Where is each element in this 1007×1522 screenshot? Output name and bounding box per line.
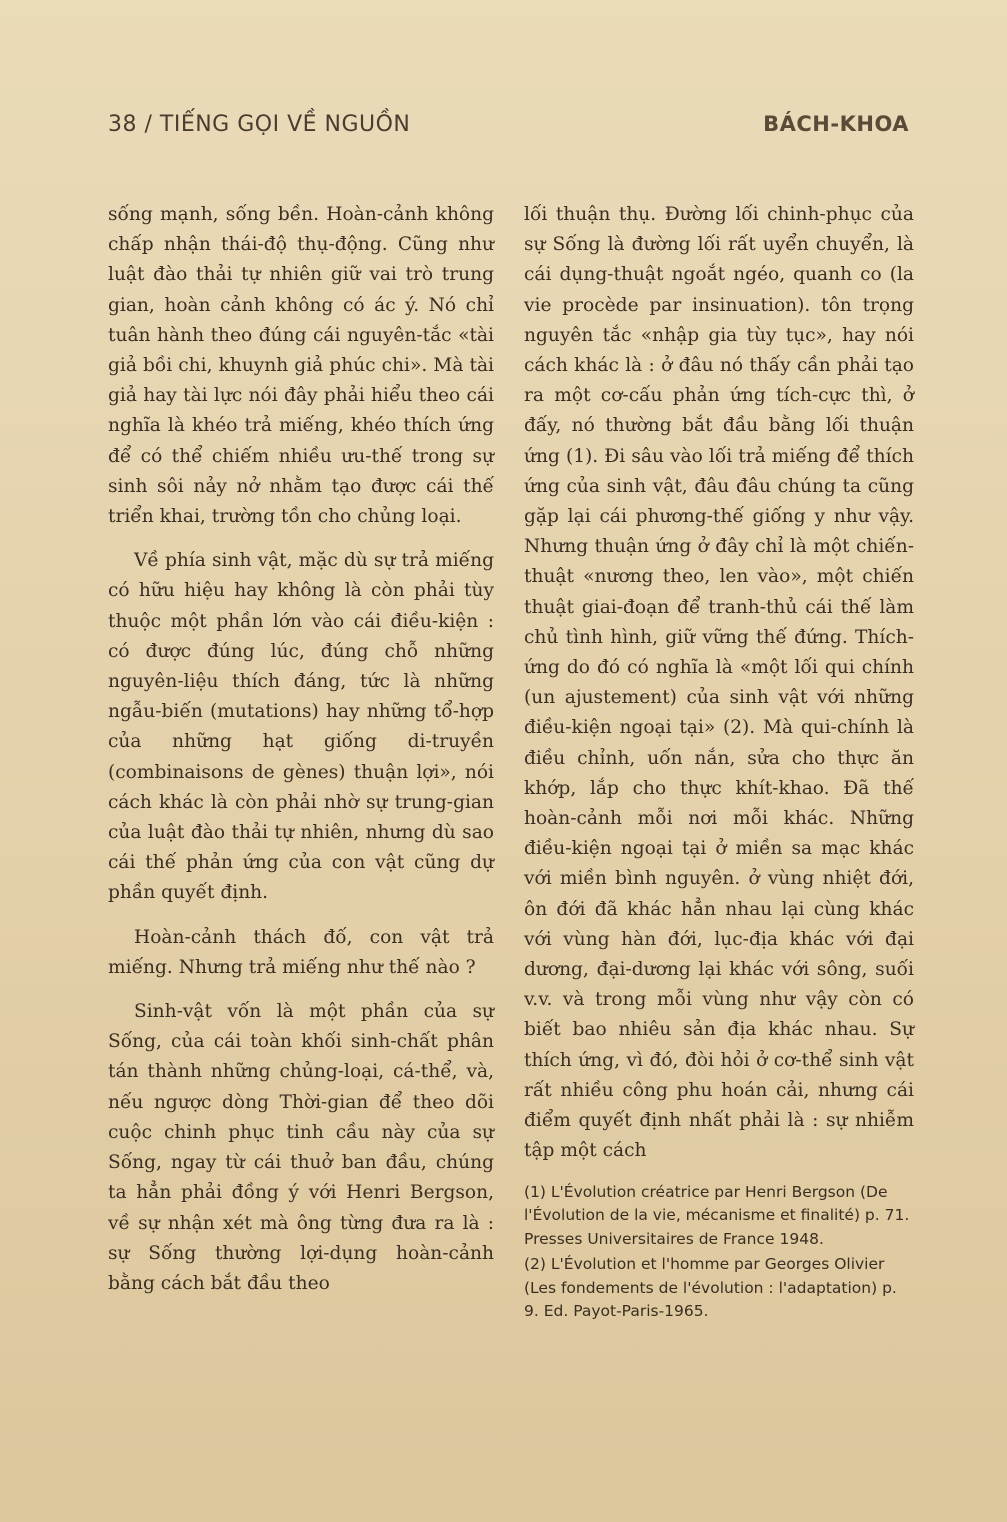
paragraph: sống mạnh, sống bền. Hoàn-cảnh không chấp nhận thái-độ thụ-động. Cũng như luật đào thải tự nhiên giữ vai trò trung gian, hoàn cảnh không có ác ý. Nó chỉ tuân hành theo đúng cái nguyên-tắc «tài giả bồi chi, khuynh giả phúc chi». Mà tài giả hay tài lực nói đây phải hiểu theo cái nghĩa là khéo trả miếng, khéo thích ứng để có thể chiếm nhiều ưu-thế trong sự sinh sôi nảy nở nhằm tạo được cái thế triển khai, trường tồn cho chủng loại. bbox=[108, 204, 494, 528]
page-header bbox=[108, 104, 909, 144]
magazine-name: BÁCH-KHOA bbox=[763, 112, 909, 136]
right-column bbox=[524, 200, 914, 1326]
footnote: (2) L'Évolution et l'homme par Georges Olivier (Les fondements de l'évolution : l'adaptation) p. 9. Ed. Payot-Paris-1965. bbox=[524, 1255, 897, 1320]
paragraph: Sinh-vật vốn là một phần của sự Sống, của cái toàn khối sinh-chất phân tán thành những chủng-loại, cá-thể, và, nếu ngược dòng Thời-gian để theo dõi cuộc chinh phục tinh cầu này của sự Sống, ngay từ cái thuở ban đầu, chúng ta hẳn phải đồng ý với Henri Bergson, về sự nhận xét mà ông từng đưa ra là : sự Sống thường lợi-dụng hoàn-cảnh bằng cách bắt đầu theo bbox=[108, 1001, 494, 1294]
footnotes bbox=[524, 1181, 914, 1324]
footnote: (1) L'Évolution créatrice par Henri Bergson (De l'Évolution de la vie, mécanisme et finalité) p. 71. Presses Universitaires de France 1948. bbox=[524, 1182, 910, 1248]
left-column bbox=[108, 200, 494, 1313]
paragraph: Hoàn-cảnh thách đố, con vật trả miếng. Nhưng trả miếng như thế nào ? bbox=[108, 926, 494, 978]
paragraph: Về phía sinh vật, mặc dù sự trả miếng có hữu hiệu hay không là còn phải tùy thuộc một phần lớn vào cái điều-kiện : có được đúng lúc, đúng chỗ những nguyên-liệu thích đáng, tức là những ngẫu-biến (mutations) hay những tổ-hợp của những hạt giống di-truyền (combinaisons de gènes) thuận lợi», nói cách khác là còn phải nhờ sự trung-gian của luật đào thải tự nhiên, nhưng dù sao cái thế phản ứng của con vật cũng dự phần quyết định. bbox=[108, 550, 494, 904]
running-title: 38 / TIẾNG GỌI VỀ NGUỒN bbox=[108, 111, 411, 137]
paragraph: lối thuận thụ. Đường lối chinh-phục của sự Sống là đường lối rất uyển chuyển, là cái dụng-thuật ngoắt ngéo, quanh co (la vie procède par insinuation). tôn trọng nguyên tắc «nhập gia tùy tục», hay nói cách khác là : ở đâu nó thấy cần phải tạo ra một cơ-cấu phản ứng tích-cực thì, ở đấy, nó thường bắt đầu bằng lối thuận ứng (1). Đi sâu vào lối trả miếng để thích ứng của sinh vật, đâu đâu chúng ta cũng gặp lại cái phương-thế giống y như vậy. Nhưng thuận ứng ở đây chỉ là một chiến-thuật «nương theo, len vào», một chiến thuật giai-đoạn để tranh-thủ cái thế làm chủ tình hình, giữ vững thế đứng. Thích-ứng do đó có nghĩa là «một lối qui chính (un ajustement) của sinh vật với những điều-kiện ngoại tại» (2). Mà qui-chính là điều chỉnh, uốn nắn, sửa cho thực ăn khớp, lắp cho thực khít-khao. Đã thế hoàn-cảnh mỗi nơi mỗi khác. Những điều-kiện ngoại tại ở miền sa mạc khác với miền bình nguyên. ở vùng nhiệt đới, ôn đới đã khác hẳn nhau lại cùng khác với vùng hàn đới, lục-địa khác với đại dương, đại-dương lại khác với sông, suối v.v. và trong mỗi vùng như vậy còn có biết bao nhiêu sản địa khác nhau. Sự thích ứng, vì đó, đòi hỏi ở cơ-thể sinh vật rất nhiều công phu hoán cải, nhưng cái điểm quyết định nhất phải là : sự nhiễm tập một cách bbox=[524, 204, 914, 1162]
